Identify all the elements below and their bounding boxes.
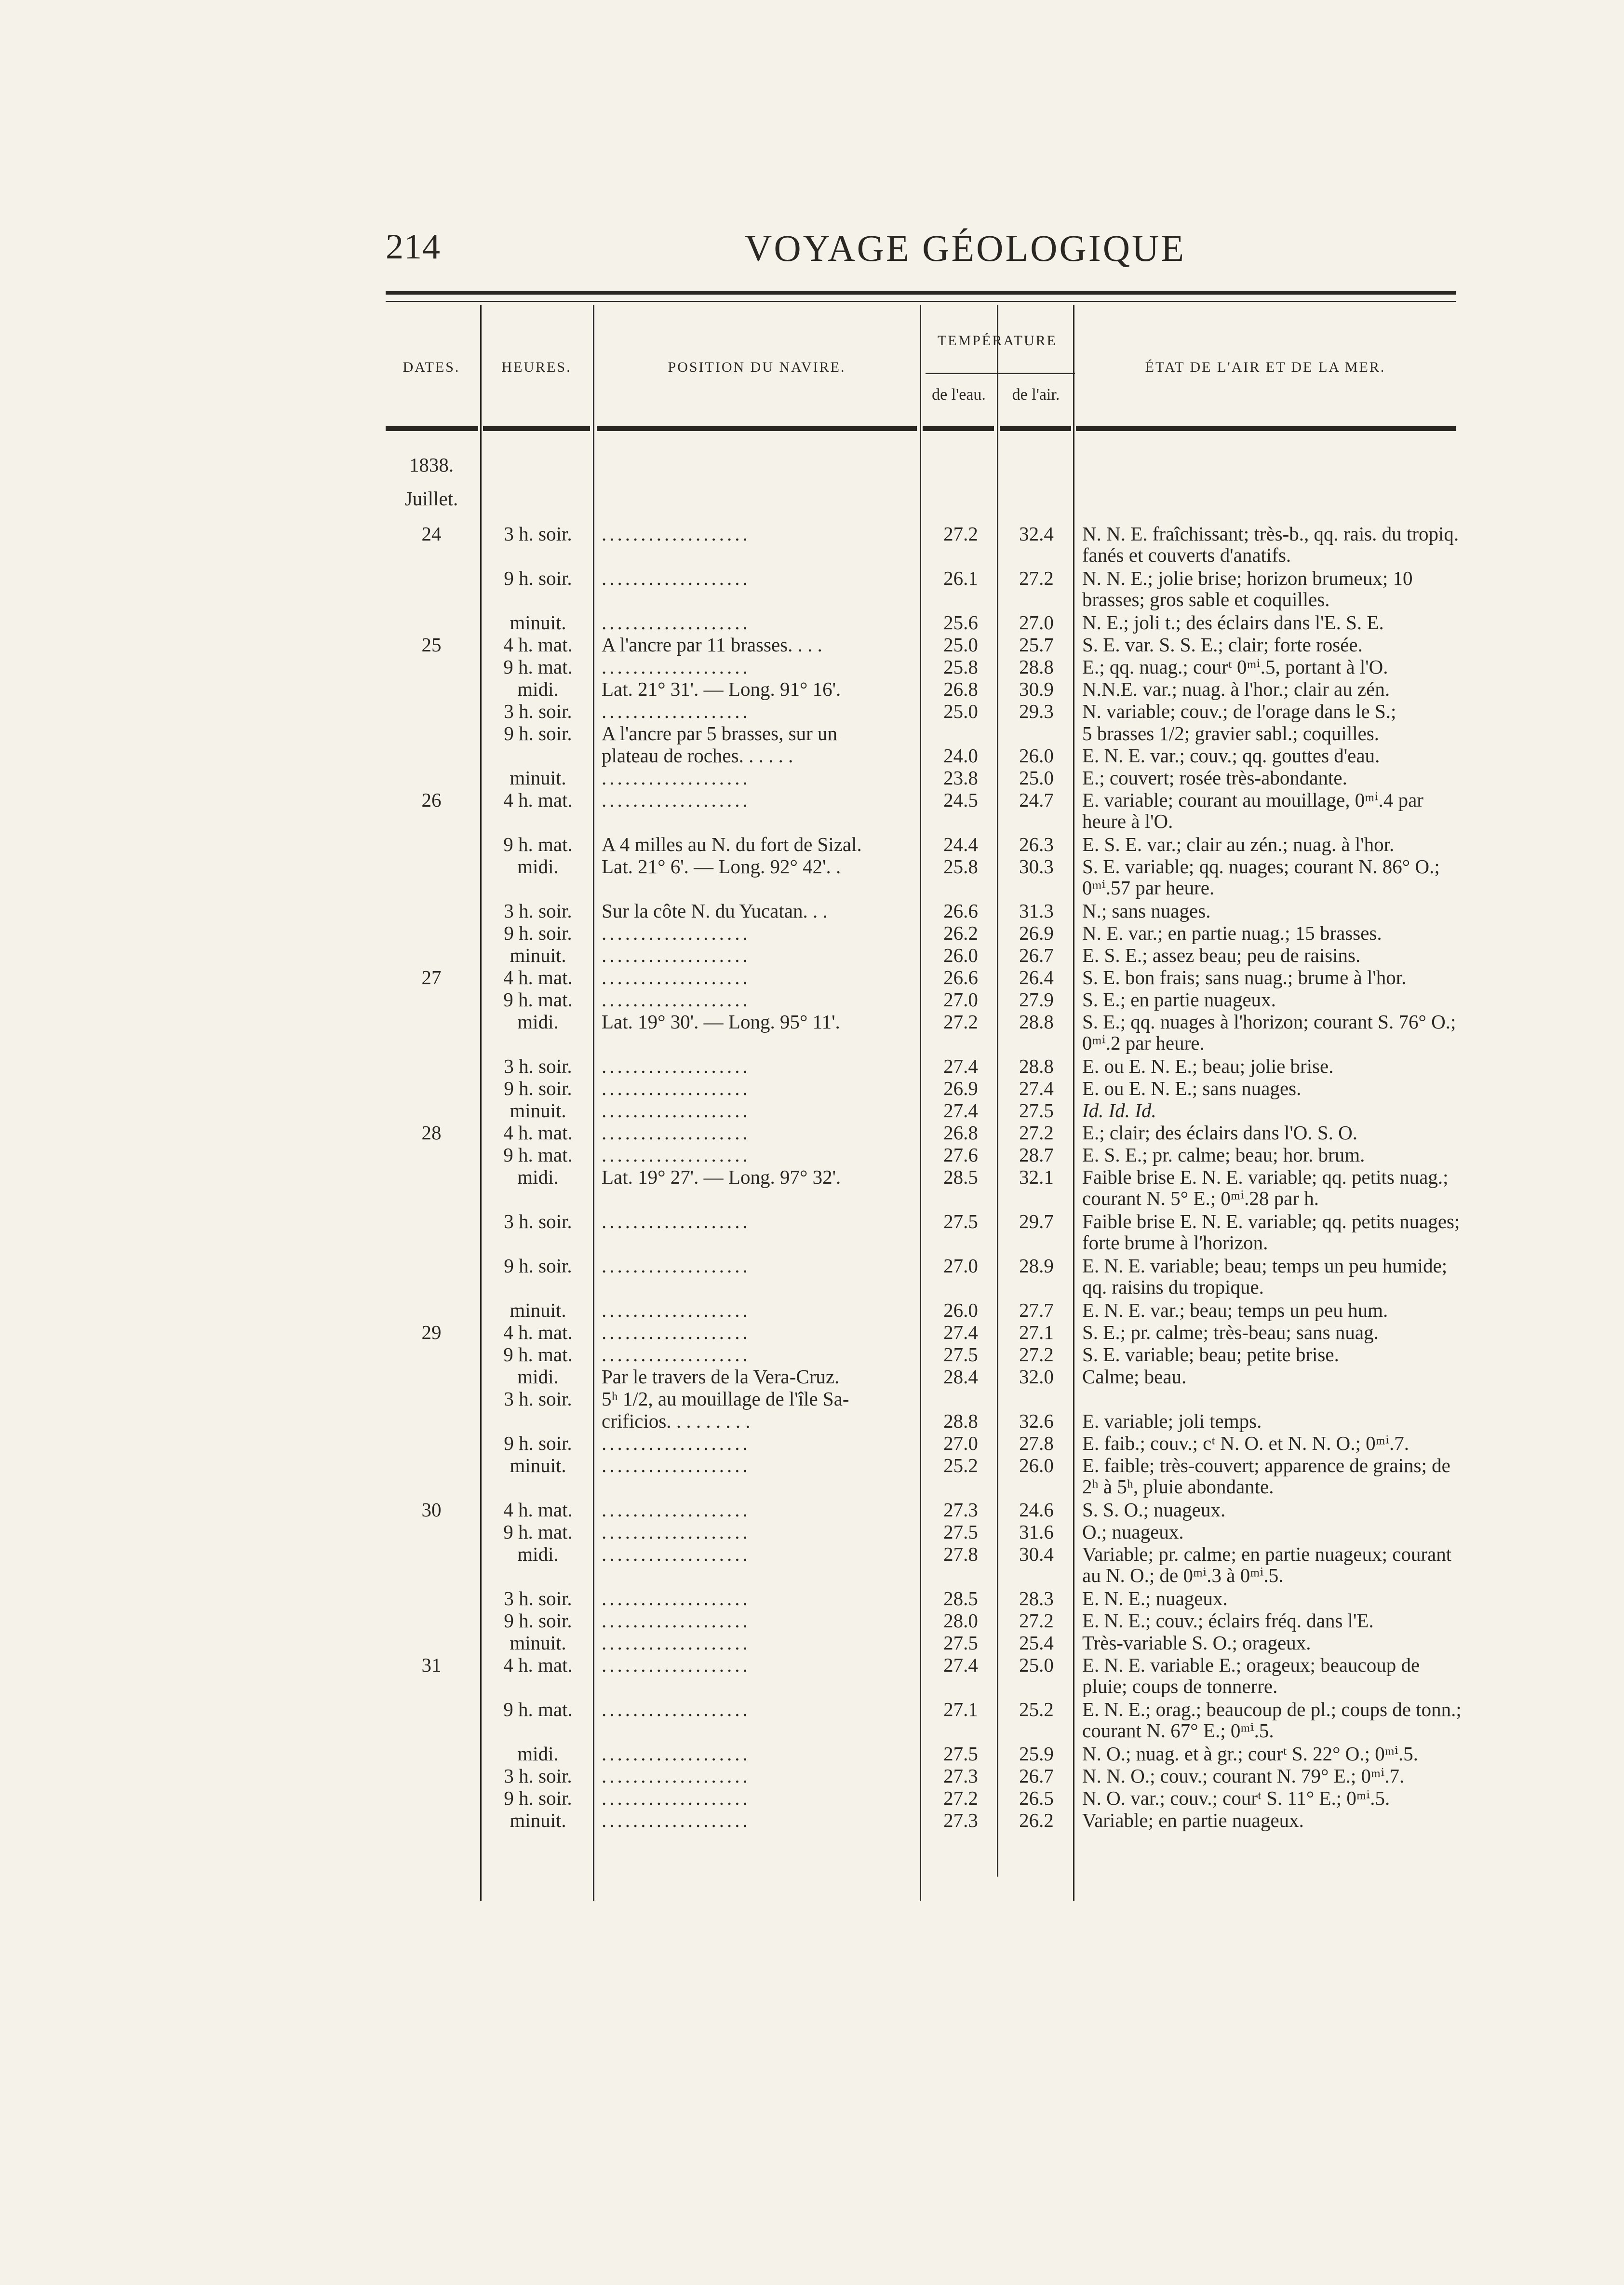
cell-position: ................... xyxy=(602,567,751,589)
cell-temp-air: 30.9 xyxy=(1019,678,1054,700)
cell-temp-air: 27.2 xyxy=(1019,1122,1054,1144)
cell-temp-air: 29.3 xyxy=(1019,700,1054,722)
cell-etat: S. E. var. S. S. E.; clair; forte rosée. xyxy=(1082,634,1363,656)
cell-temp-eau: 27.5 xyxy=(943,1632,978,1654)
column-header-eau: de l'eau. xyxy=(932,386,986,404)
cell-heure: 3 h. soir. xyxy=(504,1388,572,1410)
cell-temp-air: 27.2 xyxy=(1019,1609,1054,1632)
cell-etat: E.; couvert; rosée très-abondante. xyxy=(1082,767,1347,789)
column-header-dates: DATES. xyxy=(403,359,460,375)
cell-etat: Variable; pr. calme; en partie nuageux; courant au N. O.; de 0ᵐⁱ.3 à 0ᵐⁱ.5. xyxy=(1082,1543,1452,1586)
cell-temp-eau: 26.9 xyxy=(943,1077,978,1099)
cell-temp-air: 26.5 xyxy=(1019,1787,1054,1809)
cell-temp-eau: 26.6 xyxy=(943,900,978,922)
cell-position: ................... xyxy=(602,1454,751,1476)
cell-temp-air: 27.8 xyxy=(1019,1432,1054,1454)
cell-etat: N. E. var.; en partie nuag.; 15 brasses. xyxy=(1082,922,1382,944)
column-header-temperature: TEMPÉRATURE xyxy=(937,333,1057,349)
page-header xyxy=(386,227,1456,284)
cell-temp-eau: 27.6 xyxy=(943,1144,978,1166)
cell-heure: midi. xyxy=(517,1543,559,1565)
cell-etat: E. S. E. var.; clair au zén.; nuag. à l'hor. xyxy=(1082,833,1395,855)
cell-position: ................... xyxy=(602,966,751,988)
cell-etat: N. N. E.; jolie brise; horizon brumeux; 10 brasses; gros sable et coquilles. xyxy=(1082,567,1413,610)
cell-temp-air: 27.4 xyxy=(1019,1077,1054,1099)
cell-heure: minuit. xyxy=(510,944,566,966)
cell-position: ................... xyxy=(602,1055,751,1077)
cell-etat: E. S. E.; pr. calme; beau; hor. brum. xyxy=(1082,1144,1365,1166)
cell-heure: 3 h. soir. xyxy=(504,900,572,922)
cell-heure: midi. xyxy=(517,678,559,700)
cell-position: ................... xyxy=(602,1144,751,1166)
cell-temp-air: 24.7 xyxy=(1019,789,1054,811)
cell-heure: midi. xyxy=(517,1011,559,1033)
cell-etat: E. N. E. variable E.; orageux; beaucoup de pluie; coups de tonnerre. xyxy=(1082,1654,1420,1697)
cell-heure: 4 h. mat. xyxy=(503,966,573,988)
column-header-heures: HEURES. xyxy=(501,359,572,375)
cell-etat: S. E. variable; beau; petite brise. xyxy=(1082,1343,1339,1366)
cell-heure: 9 h. soir. xyxy=(504,567,572,589)
cell-etat: S. E.; qq. nuages à l'horizon; courant S. 76° O.; 0ᵐⁱ.2 par heure. xyxy=(1082,1011,1456,1054)
cell-heure: minuit. xyxy=(510,1809,566,1831)
cell-temp-air: 28.8 xyxy=(1019,1055,1054,1077)
cell-heure: 9 h. soir. xyxy=(504,1609,572,1632)
header-rule-position xyxy=(597,426,917,431)
cell-temp-eau: 27.4 xyxy=(943,1055,978,1077)
cell-temp-air: 31.3 xyxy=(1019,900,1054,922)
cell-temp-eau: 27.3 xyxy=(943,1809,978,1831)
header-rule-heures xyxy=(483,426,590,431)
cell-heure: 9 h. soir. xyxy=(504,1787,572,1809)
cell-position: ................... xyxy=(602,1765,751,1787)
header-rule-air xyxy=(1000,426,1071,431)
cell-temp-eau: 27.5 xyxy=(943,1743,978,1765)
cell-temp-eau: 24.5 xyxy=(943,789,978,811)
cell-position: ................... xyxy=(602,1210,751,1232)
cell-heure: 3 h. soir. xyxy=(504,1210,572,1232)
col-separator-temp xyxy=(997,305,998,1877)
cell-position: ................... xyxy=(602,700,751,722)
cell-etat: E. ou E. N. E.; sans nuages. xyxy=(1082,1077,1302,1099)
col-separator-dates xyxy=(480,305,482,1901)
cell-position: 5ʰ 1/2, au mouillage de l'île Sa- xyxy=(602,1388,849,1410)
cell-position: ................... xyxy=(602,1321,751,1343)
cell-temp-air: 28.3 xyxy=(1019,1587,1054,1609)
cell-etat: Faible brise E. N. E. variable; qq. petits nuages; forte brume à l'horizon. xyxy=(1082,1210,1460,1254)
cell-temp-eau: 27.4 xyxy=(943,1321,978,1343)
header-rule-etat xyxy=(1076,426,1456,431)
cell-temp-eau: 26.1 xyxy=(943,567,978,589)
cell-temp-air: 27.7 xyxy=(1019,1299,1054,1321)
cell-temp-air: 25.0 xyxy=(1019,767,1054,789)
cell-etat: Très-variable S. O.; orageux. xyxy=(1082,1632,1311,1654)
cell-temp-air: 26.4 xyxy=(1019,966,1054,988)
cell-heure: 9 h. soir. xyxy=(504,1077,572,1099)
cell-heure: 9 h. soir. xyxy=(504,922,572,944)
cell-temp-eau: 27.4 xyxy=(943,1099,978,1122)
cell-etat: N. variable; couv.; de l'orage dans le S.; xyxy=(1082,700,1396,722)
cell-position: ................... xyxy=(602,523,751,545)
cell-temp-eau: 28.5 xyxy=(943,1587,978,1609)
cell-heure: 4 h. mat. xyxy=(503,634,573,656)
cell-position: ................... xyxy=(602,1543,751,1565)
cell-position: ................... xyxy=(602,1432,751,1454)
cell-heure: 3 h. soir. xyxy=(504,1587,572,1609)
cell-etat: E. N. E. var.; couv.; qq. gouttes d'eau. xyxy=(1082,744,1380,767)
cell-etat: N.N.E. var.; nuag. à l'hor.; clair au zén. xyxy=(1082,678,1390,700)
column-header-position: POSITION DU NAVIRE. xyxy=(668,359,846,375)
cell-temp-eau: 27.0 xyxy=(943,1432,978,1454)
cell-temp-air: 28.8 xyxy=(1019,1011,1054,1033)
cell-etat: 5 brasses 1/2; gravier sabl.; coquilles. xyxy=(1082,722,1380,744)
cell-temp-air: 25.7 xyxy=(1019,634,1054,656)
cell-etat: Calme; beau. xyxy=(1082,1366,1187,1388)
cell-heure: 9 h. mat. xyxy=(503,1144,573,1166)
cell-position: ................... xyxy=(602,1299,751,1321)
cell-position: ................... xyxy=(602,1343,751,1366)
cell-date: 28 xyxy=(421,1122,442,1144)
top-rule xyxy=(386,291,1456,295)
cell-temp-air: 28.7 xyxy=(1019,1144,1054,1166)
cell-heure: 9 h. mat. xyxy=(503,1698,573,1720)
column-header-air: de l'air. xyxy=(1012,386,1060,404)
cell-position: Lat. 19° 27'. — Long. 97° 32'. xyxy=(602,1166,841,1188)
cell-heure: 3 h. soir. xyxy=(504,1765,572,1787)
cell-etat: E. N. E. var.; beau; temps un peu hum. xyxy=(1082,1299,1388,1321)
cell-temp-eau: 25.0 xyxy=(943,700,978,722)
cell-position: A l'ancre par 11 brasses. . . . xyxy=(602,634,822,656)
cell-date: 31 xyxy=(421,1654,442,1676)
cell-date: 27 xyxy=(421,966,442,988)
cell-heure: minuit. xyxy=(510,1099,566,1122)
cell-temp-air: 26.9 xyxy=(1019,922,1054,944)
cell-etat: E. variable; courant au mouillage, 0ᵐⁱ.4 par heure à l'O. xyxy=(1082,789,1423,832)
cell-etat: E. ou E. N. E.; beau; jolie brise. xyxy=(1082,1055,1334,1077)
cell-heure: 3 h. soir. xyxy=(504,700,572,722)
cell-etat: E. variable; joli temps. xyxy=(1082,1410,1262,1432)
cell-position: ................... xyxy=(602,1077,751,1099)
header-rule-eau xyxy=(923,426,994,431)
cell-position: ................... xyxy=(602,1698,751,1720)
cell-heure: 9 h. mat. xyxy=(503,1343,573,1366)
cell-heure: 9 h. mat. xyxy=(503,656,573,678)
cell-temp-eau: 26.0 xyxy=(943,1299,978,1321)
cell-temp-eau: 24.0 xyxy=(943,744,978,767)
cell-heure: 9 h. mat. xyxy=(503,833,573,855)
col-separator-air xyxy=(1073,305,1074,1901)
cell-temp-eau: 27.0 xyxy=(943,1255,978,1277)
cell-position: plateau de roches. . . . . . xyxy=(602,744,793,767)
cell-position: ................... xyxy=(602,767,751,789)
cell-temp-eau: 27.5 xyxy=(943,1210,978,1232)
cell-temp-air: 25.2 xyxy=(1019,1698,1054,1720)
cell-temp-air: 26.0 xyxy=(1019,1454,1054,1476)
cell-position: ................... xyxy=(602,988,751,1011)
cell-position: ................... xyxy=(602,944,751,966)
cell-temp-eau: 25.0 xyxy=(943,634,978,656)
cell-etat: E.; clair; des éclairs dans l'O. S. O. xyxy=(1082,1122,1357,1144)
cell-heure: 9 h. soir. xyxy=(504,1432,572,1454)
cell-position: ................... xyxy=(602,1099,751,1122)
cell-heure: 3 h. soir. xyxy=(504,1055,572,1077)
cell-temp-air: 29.7 xyxy=(1019,1210,1054,1232)
cell-etat: E. S. E.; assez beau; peu de raisins. xyxy=(1082,944,1361,966)
cell-etat: N. E.; joli t.; des éclairs dans l'E. S. E. xyxy=(1082,611,1384,634)
cell-etat: E. faib.; couv.; cᵗ N. O. et N. N. O.; 0ᵐⁱ.7. xyxy=(1082,1432,1409,1454)
cell-temp-air: 30.4 xyxy=(1019,1543,1054,1565)
cell-date: 25 xyxy=(421,634,442,656)
cell-etat: Faible brise E. N. E. variable; qq. petits nuag.; courant N. 5° E.; 0ᵐⁱ.28 par h. xyxy=(1082,1166,1449,1209)
cell-temp-air: 28.9 xyxy=(1019,1255,1054,1277)
cell-temp-eau: 28.0 xyxy=(943,1609,978,1632)
cell-heure: 4 h. mat. xyxy=(503,1654,573,1676)
cell-temp-air: 31.6 xyxy=(1019,1521,1054,1543)
cell-temp-air: 24.6 xyxy=(1019,1499,1054,1521)
cell-etat: E. N. E.; couv.; éclairs fréq. dans l'E. xyxy=(1082,1609,1374,1632)
cell-heure: midi. xyxy=(517,1743,559,1765)
cell-heure: 4 h. mat. xyxy=(503,789,573,811)
month-label: Juillet. xyxy=(404,487,458,510)
cell-temp-eau: 26.8 xyxy=(943,1122,978,1144)
cell-position: ................... xyxy=(602,1255,751,1277)
year-label: 1838. xyxy=(409,454,454,476)
cell-heure: midi. xyxy=(517,1166,559,1188)
cell-temp-eau: 27.3 xyxy=(943,1765,978,1787)
cell-temp-air: 25.4 xyxy=(1019,1632,1054,1654)
cell-temp-eau: 26.2 xyxy=(943,922,978,944)
cell-position: ................... xyxy=(602,1654,751,1676)
cell-etat: Id. Id. Id. xyxy=(1082,1099,1156,1122)
cell-temp-eau: 27.2 xyxy=(943,523,978,545)
cell-etat: E. N. E. variable; beau; temps un peu humide; qq. raisins du tropique. xyxy=(1082,1255,1448,1298)
cell-temp-air: 32.1 xyxy=(1019,1166,1054,1188)
cell-position: Sur la côte N. du Yucatan. . . xyxy=(602,900,828,922)
cell-heure: 9 h. soir. xyxy=(504,722,572,744)
cell-position: ................... xyxy=(602,1787,751,1809)
cell-etat: N. N. O.; couv.; courant N. 79° E.; 0ᵐⁱ.7. xyxy=(1082,1765,1405,1787)
cell-position: ................... xyxy=(602,789,751,811)
cell-heure: 9 h. mat. xyxy=(503,988,573,1011)
cell-position: ................... xyxy=(602,611,751,634)
cell-date: 29 xyxy=(421,1321,442,1343)
cell-temp-air: 27.5 xyxy=(1019,1099,1054,1122)
cell-etat: S. S. O.; nuageux. xyxy=(1082,1499,1226,1521)
cell-temp-eau: 23.8 xyxy=(943,767,978,789)
cell-etat: S. E.; pr. calme; très-beau; sans nuag. xyxy=(1082,1321,1379,1343)
temperature-rule xyxy=(926,373,1075,374)
cell-temp-eau: 28.4 xyxy=(943,1366,978,1388)
cell-heure: 9 h. soir. xyxy=(504,1255,572,1277)
cell-heure: midi. xyxy=(517,1366,559,1388)
cell-temp-air: 25.9 xyxy=(1019,1743,1054,1765)
cell-temp-air: 27.1 xyxy=(1019,1321,1054,1343)
cell-heure: 4 h. mat. xyxy=(503,1122,573,1144)
cell-heure: minuit. xyxy=(510,611,566,634)
cell-etat: N. N. E. fraîchissant; très-b., qq. rais. du tropiq. fanés et couverts d'anatifs. xyxy=(1082,523,1459,566)
cell-heure: minuit. xyxy=(510,1454,566,1476)
cell-etat: N. O.; nuag. et à gr.; courᵗ S. 22° O.; 0ᵐⁱ.5. xyxy=(1082,1743,1419,1765)
cell-position: ................... xyxy=(602,1609,751,1632)
cell-heure: 4 h. mat. xyxy=(503,1499,573,1521)
cell-temp-air: 30.3 xyxy=(1019,855,1054,878)
cell-temp-eau: 27.3 xyxy=(943,1499,978,1521)
cell-temp-air: 28.8 xyxy=(1019,656,1054,678)
cell-date: 30 xyxy=(421,1499,442,1521)
cell-temp-eau: 27.2 xyxy=(943,1787,978,1809)
cell-etat: S. E.; en partie nuageux. xyxy=(1082,988,1276,1011)
cell-temp-eau: 27.8 xyxy=(943,1543,978,1565)
cell-temp-air: 26.7 xyxy=(1019,1765,1054,1787)
cell-heure: minuit. xyxy=(510,767,566,789)
cell-temp-air: 27.2 xyxy=(1019,567,1054,589)
cell-temp-eau: 27.1 xyxy=(943,1698,978,1720)
cell-heure: 4 h. mat. xyxy=(503,1321,573,1343)
cell-etat: E. N. E.; nuageux. xyxy=(1082,1587,1228,1609)
cell-position: ................... xyxy=(602,656,751,678)
cell-etat: O.; nuageux. xyxy=(1082,1521,1184,1543)
col-separator-position xyxy=(920,305,921,1901)
cell-temp-eau: 24.4 xyxy=(943,833,978,855)
cell-position: ................... xyxy=(602,1632,751,1654)
cell-etat: S. E. variable; qq. nuages; courant N. 86° O.; 0ᵐⁱ.57 par heure. xyxy=(1082,855,1440,899)
cell-etat: E. faible; très-couvert; apparence de grains; de 2ʰ à 5ʰ, pluie abondante. xyxy=(1082,1454,1450,1498)
top-rule-thin xyxy=(386,301,1456,302)
cell-temp-air: 27.0 xyxy=(1019,611,1054,634)
cell-temp-eau: 27.5 xyxy=(943,1343,978,1366)
cell-temp-eau: 28.8 xyxy=(943,1410,978,1432)
cell-temp-air: 32.6 xyxy=(1019,1410,1054,1432)
cell-position: ................... xyxy=(602,1499,751,1521)
cell-temp-air: 32.4 xyxy=(1019,523,1054,545)
cell-position: crificios. . . . . . . . . xyxy=(602,1410,751,1432)
cell-temp-eau: 26.8 xyxy=(943,678,978,700)
cell-position: Par le travers de la Vera-Cruz. xyxy=(602,1366,840,1388)
column-header-etat: ÉTAT DE L'AIR ET DE LA MER. xyxy=(1145,359,1386,375)
cell-temp-eau: 25.2 xyxy=(943,1454,978,1476)
cell-temp-air: 27.9 xyxy=(1019,988,1054,1011)
cell-position: Lat. 21° 31'. — Long. 91° 16'. xyxy=(602,678,841,700)
cell-temp-air: 32.0 xyxy=(1019,1366,1054,1388)
cell-etat: S. E. bon frais; sans nuag.; brume à l'hor. xyxy=(1082,966,1407,988)
cell-position: ................... xyxy=(602,1587,751,1609)
cell-heure: minuit. xyxy=(510,1632,566,1654)
cell-position: ................... xyxy=(602,1809,751,1831)
cell-temp-air: 26.3 xyxy=(1019,833,1054,855)
cell-position: A 4 milles au N. du fort de Sizal. xyxy=(602,833,862,855)
cell-etat: Variable; en partie nuageux. xyxy=(1082,1809,1304,1831)
cell-temp-eau: 26.6 xyxy=(943,966,978,988)
cell-etat: E. N. E.; orag.; beaucoup de pl.; coups de tonn.; courant N. 67° E.; 0ᵐⁱ.5. xyxy=(1082,1698,1462,1742)
cell-temp-air: 26.0 xyxy=(1019,744,1054,767)
header-rule-dates xyxy=(386,426,478,431)
col-separator-heures xyxy=(593,305,594,1901)
cell-heure: midi. xyxy=(517,855,559,878)
cell-heure: minuit. xyxy=(510,1299,566,1321)
cell-heure: 3 h. soir. xyxy=(504,523,572,545)
cell-temp-air: 26.2 xyxy=(1019,1809,1054,1831)
cell-temp-eau: 27.5 xyxy=(943,1521,978,1543)
cell-temp-air: 27.2 xyxy=(1019,1343,1054,1366)
cell-temp-eau: 27.4 xyxy=(943,1654,978,1676)
cell-temp-eau: 25.8 xyxy=(943,656,978,678)
cell-temp-eau: 25.8 xyxy=(943,855,978,878)
cell-date: 24 xyxy=(421,523,442,545)
cell-temp-eau: 26.0 xyxy=(943,944,978,966)
cell-temp-eau: 28.5 xyxy=(943,1166,978,1188)
cell-temp-eau: 27.2 xyxy=(943,1011,978,1033)
cell-temp-eau: 25.6 xyxy=(943,611,978,634)
cell-position: ................... xyxy=(602,1743,751,1765)
cell-temp-eau: 27.0 xyxy=(943,988,978,1011)
cell-position: ................... xyxy=(602,1521,751,1543)
cell-etat: E.; qq. nuag.; courᵗ 0ᵐⁱ.5, portant à l'O. xyxy=(1082,656,1388,678)
running-title: VOYAGE GÉOLOGIQUE xyxy=(745,227,1186,269)
cell-heure: 9 h. mat. xyxy=(503,1521,573,1543)
cell-position: ................... xyxy=(602,1122,751,1144)
cell-etat: N.; sans nuages. xyxy=(1082,900,1211,922)
cell-temp-air: 26.7 xyxy=(1019,944,1054,966)
cell-etat: N. O. var.; couv.; courᵗ S. 11° E.; 0ᵐⁱ.5. xyxy=(1082,1787,1390,1809)
cell-position: Lat. 19° 30'. — Long. 95° 11'. xyxy=(602,1011,840,1033)
page-number: 214 xyxy=(386,227,441,267)
cell-position: Lat. 21° 6'. — Long. 92° 42'. . xyxy=(602,855,841,878)
cell-temp-air: 25.0 xyxy=(1019,1654,1054,1676)
cell-date: 26 xyxy=(421,789,442,811)
cell-position: ................... xyxy=(602,922,751,944)
cell-position: A l'ancre par 5 brasses, sur un xyxy=(602,722,837,744)
